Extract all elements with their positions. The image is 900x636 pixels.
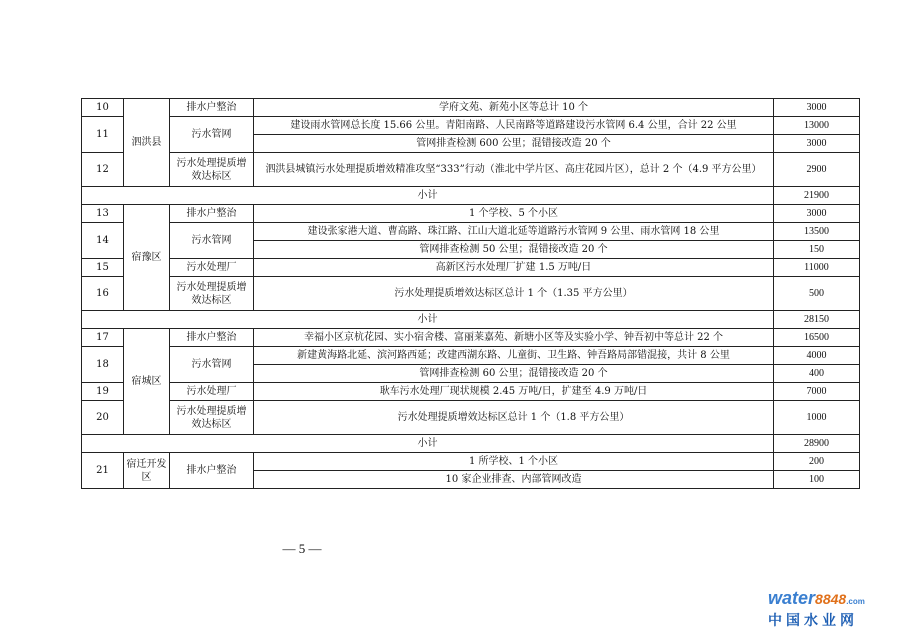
- investment-value: 200: [774, 453, 860, 471]
- watermark-brand-cn: 中国水业网: [768, 613, 858, 629]
- row-number: 11: [82, 117, 124, 153]
- table-row: [82, 277, 860, 311]
- subtotal-row: [82, 311, 860, 329]
- project-type: 污水处理提质增效达标区: [170, 401, 254, 435]
- project-type: 污水管网: [170, 223, 254, 259]
- project-content: 污水处理提质增效达标区总计 1 个（1.8 平方公里）: [254, 401, 774, 435]
- project-content: 高新区污水处理厂扩建 1.5 万吨/日: [254, 259, 774, 277]
- project-type: 排水户整治: [170, 205, 254, 223]
- row-number: 20: [82, 401, 124, 435]
- row-number: 19: [82, 383, 124, 401]
- county-cell: 宿城区: [124, 329, 170, 435]
- project-table: [81, 98, 860, 489]
- table-row: [82, 259, 860, 277]
- project-type: 排水户整治: [170, 329, 254, 347]
- project-type: 污水处理厂: [170, 259, 254, 277]
- watermark-logo: [768, 588, 892, 630]
- row-number: 12: [82, 153, 124, 187]
- subtotal-value: 28150: [774, 311, 860, 329]
- project-content: 10 家企业排查、内部管网改造: [254, 471, 774, 489]
- investment-value: 150: [774, 241, 860, 259]
- project-content: 耿车污水处理厂现状规模 2.45 万吨/日，扩建至 4.9 万吨/日: [254, 383, 774, 401]
- investment-value: 3000: [774, 135, 860, 153]
- table-row: [82, 453, 860, 471]
- project-content: 幸福小区京杭花园、实小宿舍楼、富丽莱嘉苑、新塘小区等及实验小学、钟吾初中等总计 22 个: [254, 329, 774, 347]
- investment-value: 2900: [774, 153, 860, 187]
- watermark-brand-en: water8848.com: [768, 588, 865, 608]
- table-row: [82, 383, 860, 401]
- table-row: [82, 223, 860, 241]
- project-content: 新建黄海路北延、滨河路西延；改建西湖东路、儿童街、卫生路、钟吾路局部错混接，共计 8 公里: [254, 347, 774, 365]
- investment-value: 16500: [774, 329, 860, 347]
- project-type: 污水管网: [170, 347, 254, 383]
- investment-value: 7000: [774, 383, 860, 401]
- project-type: 排水户整治: [170, 99, 254, 117]
- project-content: 污水处理提质增效达标区总计 1 个（1.35 平方公里）: [254, 277, 774, 311]
- subtotal-row: [82, 187, 860, 205]
- project-type: 污水处理厂: [170, 383, 254, 401]
- investment-value: 13000: [774, 117, 860, 135]
- investment-value: 4000: [774, 347, 860, 365]
- row-number: 17: [82, 329, 124, 347]
- row-number: 13: [82, 205, 124, 223]
- project-content: 管网排查检测 60 公里；混错接改造 20 个: [254, 365, 774, 383]
- page-number: — 5 —: [282, 541, 322, 556]
- row-number: 18: [82, 347, 124, 383]
- investment-value: 100: [774, 471, 860, 489]
- row-number: 21: [82, 453, 124, 489]
- project-type: 污水管网: [170, 117, 254, 153]
- table-row: [82, 99, 860, 117]
- project-type: 污水处理提质增效达标区: [170, 153, 254, 187]
- project-content: 管网排查检测 50 公里；混错接改造 20 个: [254, 241, 774, 259]
- project-content: 建设雨水管网总长度 15.66 公里。青阳南路、人民南路等道路建设污水管网 6.4 公里，合计 22 公里: [254, 117, 774, 135]
- county-cell: 宿迁开发区: [124, 453, 170, 489]
- table-row: [82, 205, 860, 223]
- table-row: [82, 329, 860, 347]
- table-row: [82, 401, 860, 435]
- county-cell: 泗洪县: [124, 99, 170, 187]
- investment-value: 3000: [774, 99, 860, 117]
- investment-value: 400: [774, 365, 860, 383]
- project-content: 建设张家港大道、曹高路、珠江路、江山大道北延等道路污水管网 9 公里、雨水管网 18 公里: [254, 223, 774, 241]
- project-content: 1 个学校、5 个小区: [254, 205, 774, 223]
- county-cell: 宿豫区: [124, 205, 170, 311]
- investment-value: 500: [774, 277, 860, 311]
- subtotal-value: 28900: [774, 435, 860, 453]
- row-number: 14: [82, 223, 124, 259]
- row-number: 16: [82, 277, 124, 311]
- subtotal-label: 小计: [82, 311, 774, 329]
- subtotal-label: 小计: [82, 187, 774, 205]
- table-row: [82, 153, 860, 187]
- project-content: 学府文苑、新苑小区等总计 10 个: [254, 99, 774, 117]
- subtotal-value: 21900: [774, 187, 860, 205]
- subtotal-label: 小计: [82, 435, 774, 453]
- project-type: 污水处理提质增效达标区: [170, 277, 254, 311]
- project-type: 排水户整治: [170, 453, 254, 489]
- row-number: 15: [82, 259, 124, 277]
- project-content: 管网排查检测 600 公里；混错接改造 20 个: [254, 135, 774, 153]
- project-content: 1 所学校、1 个小区: [254, 453, 774, 471]
- project-content: 泗洪县城镇污水处理提质增效精准攻坚“333”行动（淮北中学片区、高庄花园片区），总计 2 个（4.9 平方公里）: [254, 153, 774, 187]
- investment-value: 1000: [774, 401, 860, 435]
- table-row: [82, 117, 860, 135]
- investment-value: 13500: [774, 223, 860, 241]
- subtotal-row: [82, 435, 860, 453]
- investment-value: 11000: [774, 259, 860, 277]
- table-row: [82, 347, 860, 365]
- investment-value: 3000: [774, 205, 860, 223]
- row-number: 10: [82, 99, 124, 117]
